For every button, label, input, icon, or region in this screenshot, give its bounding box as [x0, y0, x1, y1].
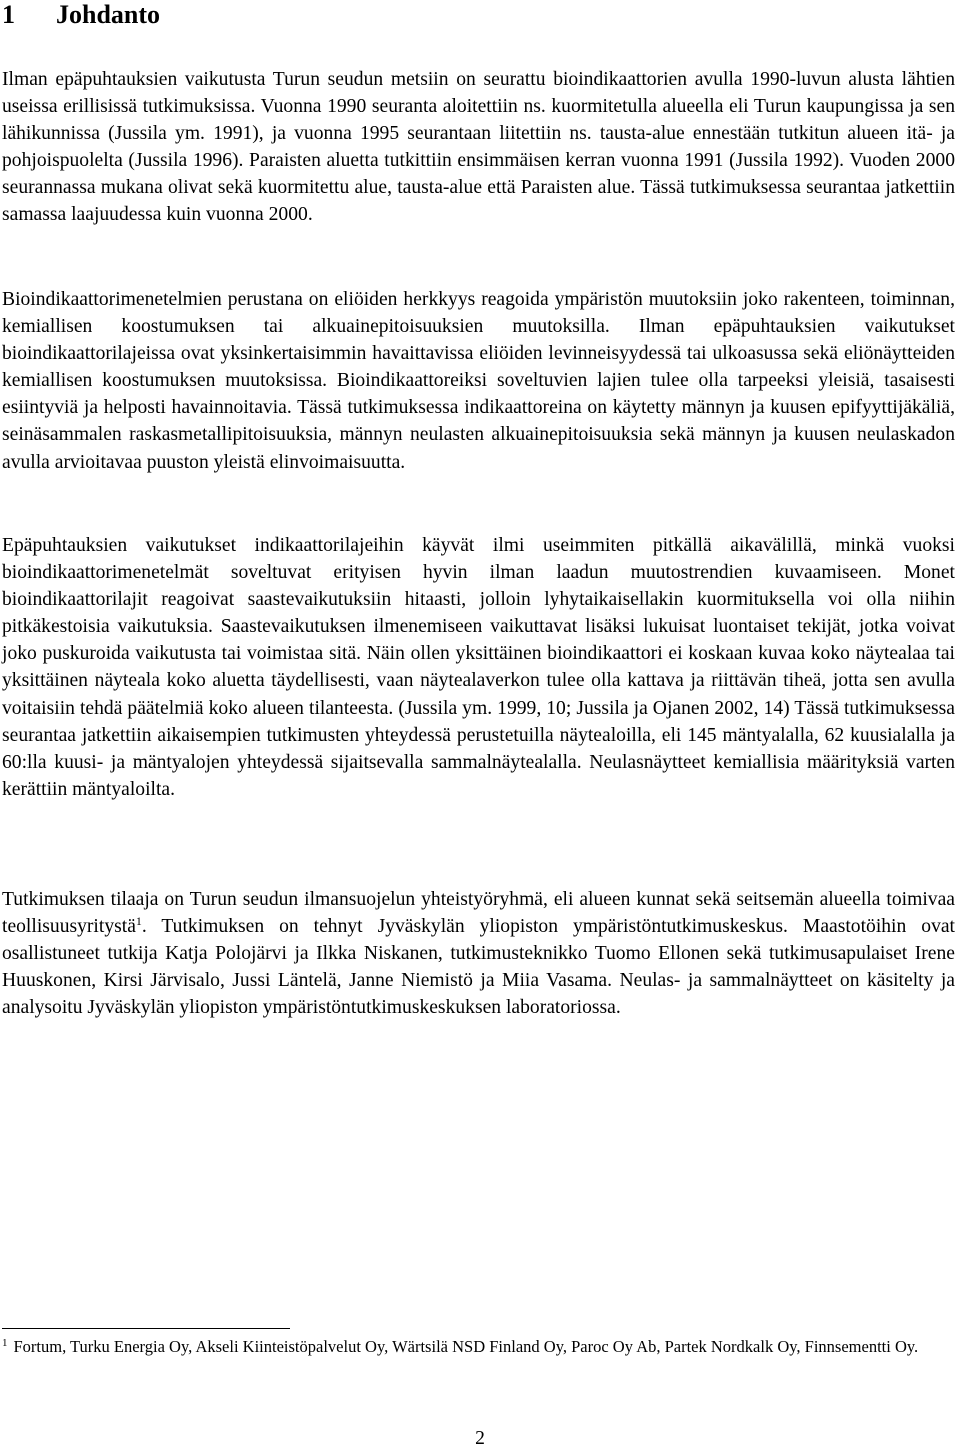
- page-number: 2: [475, 1428, 485, 1449]
- paragraph-4-text-start: Tutkimuksen tilaaja on Turun seudun ilmansuojelun yhteistyöryhmä, eli alueen kunnat sekä seitsemän alueella toimivaa teollisuusyritystä: [2, 889, 955, 938]
- paragraph-1: Ilman epäpuhtauksien vaikutusta Turun seudun metsiin on seurattu bioindikaattorien avulla 1990-luvun alusta lähtien useissa erillisissä tutkimuksissa. Vuonna 1990 seuranta aloitettiin ns. kuormitetulla alueella eli Turun kaupungissa ja sen lähikunnissa (Jussila ym. 1991), ja vuonna 1995 seurantaan liitettiin ns. tausta-alue ennestään tutkitun alueen itä- ja pohjoispuolelta (Jussila 1996). Paraisten aluetta tutkittiin ensimmäisen kerran vuonna 1991 (Jussila 1992). Vuoden 2000 seurannassa mukana olivat sekä kuormitettu alue, tausta-alue että Paraisten alue. Tässä tutkimuksessa seurantaa jatkettiin samassa laajuudessa kuin vuonna 2000.: [2, 69, 955, 226]
- footnote-text: Fortum, Turku Energia Oy, Akseli Kiinteistöpalvelut Oy, Wärtsilä NSD Finland Oy, Paroc Oy Ab, Partek Nordkalk Oy, Finnsementti Oy.: [13, 1337, 919, 1356]
- footnote-mark: 1: [2, 1337, 8, 1349]
- paragraph-2: Bioindikaattorimenetelmien perustana on eliöiden herkkyys reagoida ympäristön muutoksiin joko rakenteen, toiminnan, kemiallisen koostumuksen tai alkuainepitoisuuksien muutoksilla. Ilman epäpuhtauksien vaikutukset bioindikaattorilajeissa ovat yksinkertaisimmin havaittavissa eliöiden levinneisyydessä tai ulkoasussa sekä eliönäytteiden kemiallisen koostumuksen muutoksissa. Bioindikaattoreiksi soveltuvien lajien tulee olla tarpeeksi yleisiä, tasaisesti esiintyviä ja helposti havainnoitavia. Tässä tutkimuksessa indikaattoreina on käytetty männyn ja kuusen epifyyttijäkäliä, seinäsammalen raskasmetallipitoisuuksia, männyn neulasten alkuainepitoisuuksia sekä männyn ja kuusen neulaskadon avulla arvioitavaa puuston yleistä elinvoimaisuutta.: [2, 289, 955, 473]
- footnote-separator: [2, 1328, 290, 1329]
- paragraph-4-text-end: . Tutkimuksen on tehnyt Jyväskylän yliopiston ympäristöntutkimuskeskus. Maastotöihin ovat osallistuneet tutkija Katja Polojärvi ja Ilkka Niskanen, tutkimusteknikko Tuomo Ellonen sekä tutkimusapulaiset Irene Huuskonen, Kirsi Järvisalo, Jussi Läntelä, Janne Niemistö ja Miia Vasama. Neulas- ja sammalnäytteet on käsitelty ja analysoitu Jyväskylän yliopiston ympäristöntutkimuskeskuksen laboratoriossa.: [2, 916, 955, 1019]
- section-number: 1: [2, 0, 15, 29]
- paragraph-3: Epäpuhtauksien vaikutukset indikaattorilajeihin käyvät ilmi useimmiten pitkällä aikavälillä, minkä vuoksi bioindikaattorimenetelmät soveltuvat erityisen hyvin ilman laadun muutostrendien kuvaamiseen. Monet bioindikaattorilajit reagoivat saastevaikutuksiin hitaasti, jolloin lyhytaikaisellakin kuormituksella voi olla niihin pitkäkestoisia vaikutuksia. Saastevaikutuksen ilmenemiseen vaikuttavat lisäksi lukuisat luontaiset tekijät, jotka voivat joko puskuroida vaikutusta tai voimistaa sitä. Näin ollen yksittäinen bioindikaattori ei koskaan kuvaa koko näytealaa tai yksittäinen näyteala koko aluetta täydellisesti, vaan näytealaverkon tulee olla kattava ja riittävän tiheä, jotta sen avulla voitaisiin tehdä päätelmiä koko alueen tilanteesta. (Jussila ym. 1999, 10; Jussila ja Ojanen 2002, 14) Tässä tutkimuksessa seurantaa jatkettiin aikaisempien tutkimusten yhteydessä perustetuilla näytealoilla, eli 145 mäntyalalla, 62 kuusialalla ja 60:lla kuusi- ja mäntyalojen yhteydessä sijaitsevalla sammalnäytealalla. Neulasnäytteet kemiallisia määrityksiä varten kerättiin mäntyaloilta.: [2, 535, 955, 800]
- section-heading: [2, 0, 160, 30]
- paragraph-4: [2, 886, 955, 1021]
- footnote-reference: 1: [135, 914, 142, 929]
- footnote: [2, 1335, 942, 1359]
- section-title: Johdanto: [56, 0, 161, 29]
